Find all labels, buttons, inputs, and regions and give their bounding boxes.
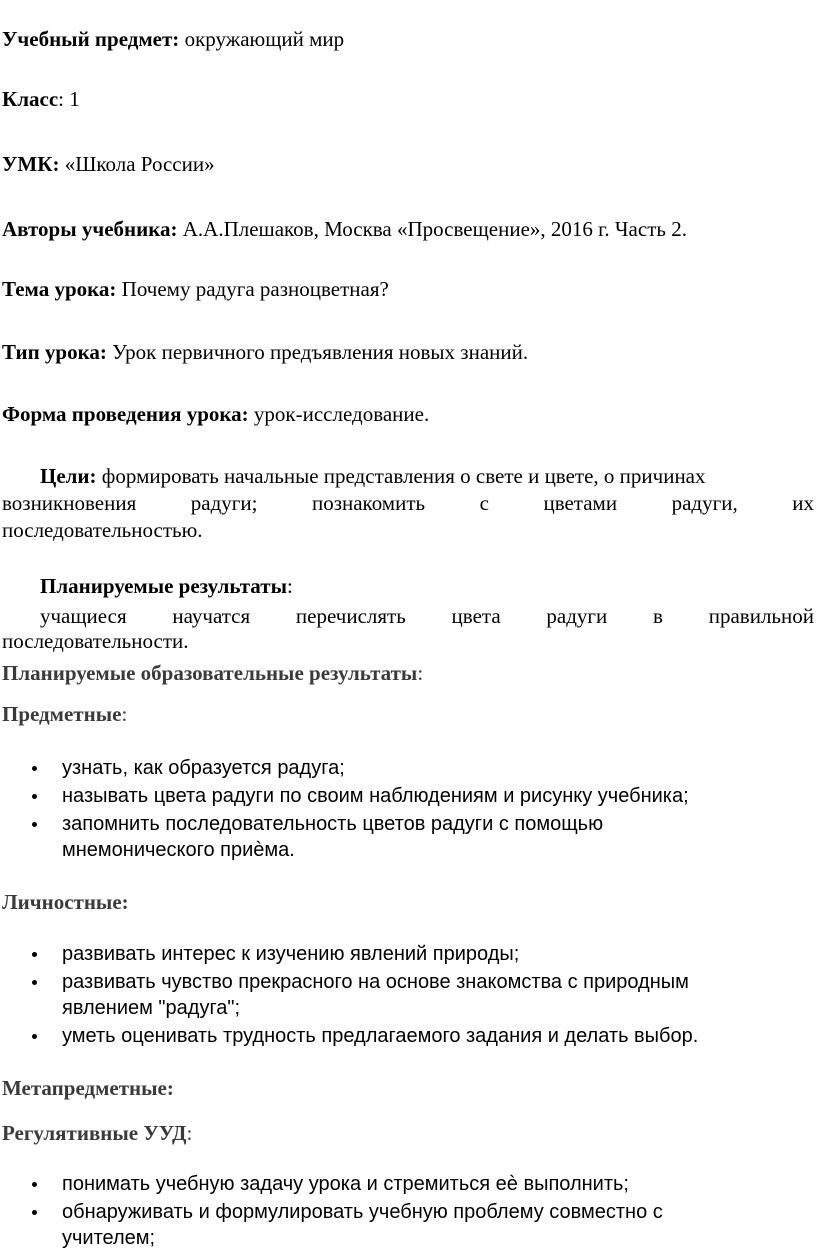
planned-word: научатся [172, 604, 251, 628]
bullet-icon [32, 1182, 37, 1187]
colon: : [186, 1121, 193, 1145]
regulative-heading [2, 1120, 814, 1146]
list-item-text-continued: учителем; [62, 1227, 156, 1249]
goals-word: возникновения [2, 491, 137, 515]
goals-word: радуги, [671, 491, 738, 515]
goals-line-2 [2, 490, 814, 516]
goals-text: формировать начальные представления о свете и цвете, о причинах [96, 464, 706, 488]
bullet-icon [32, 1210, 37, 1215]
subject-results-label: Предметные [2, 702, 122, 726]
lesson-form-value: урок-исследование. [248, 402, 430, 426]
list-item [0, 811, 816, 863]
list-item [0, 1171, 816, 1197]
topic-label: Тема урока: [2, 277, 117, 301]
colon: : [286, 574, 293, 598]
colon: : [417, 661, 424, 685]
edu-results-heading [2, 660, 814, 686]
goals-label: Цели: [40, 464, 97, 488]
personal-results-heading [2, 889, 814, 915]
authors-label: Авторы учебника: [2, 217, 178, 241]
class-label: Класс [2, 87, 59, 111]
bullet-icon [32, 766, 37, 771]
bullet-icon [32, 1034, 37, 1039]
class-value: : 1 [58, 87, 80, 111]
meta-results-heading [2, 1075, 814, 1101]
goals-word: познакомить [311, 491, 426, 515]
list-item [0, 1023, 816, 1049]
planned-word: в [653, 604, 663, 628]
goals-word: радуги; [190, 491, 258, 515]
list-item [0, 941, 816, 967]
umk-line [2, 151, 814, 177]
regulative-list [0, 1171, 816, 1253]
regulative-label: Регулятивные УУД [2, 1121, 187, 1145]
bullet-icon [32, 794, 37, 799]
authors-line [2, 216, 814, 242]
planned-word: цвета [451, 604, 501, 628]
colon: : [121, 702, 128, 726]
planned-word: учащиеся [40, 604, 127, 628]
planned-results-heading [40, 573, 814, 599]
goals-text-end: последовательностью. [2, 518, 203, 542]
topic-value: Почему радуга разноцветная? [116, 277, 389, 301]
goals-word: цветами [543, 491, 618, 515]
subject-label: Учебный предмет: [2, 27, 180, 51]
list-item [0, 969, 816, 1021]
subject-results-heading [2, 701, 814, 727]
goals-line-1 [40, 463, 814, 489]
list-item-text-continued: явлением "радуга"; [62, 997, 241, 1019]
planned-results-label: Планируемые результаты [40, 574, 287, 598]
lesson-type-label: Тип урока: [2, 340, 107, 364]
bullet-icon [32, 980, 37, 985]
subject-line [2, 26, 814, 52]
list-item-text: узнать, как образуется радуга; [62, 757, 345, 779]
list-item-text: понимать учебную задачу урока и стремиться еè выполнить; [62, 1173, 629, 1195]
list-item [0, 1199, 816, 1251]
planned-word: радуги [546, 604, 608, 628]
list-item [0, 783, 816, 809]
list-item-text-continued: мнемонического приèма. [62, 839, 295, 861]
lesson-type-line [2, 339, 814, 365]
list-item-text: развивать чувство прекрасного на основе знакомства с природным [62, 971, 689, 993]
edu-results-label: Планируемые образовательные результаты [2, 661, 418, 685]
lesson-type-value: Урок первичного предъявления новых знаний. [106, 340, 529, 364]
subject-results-list [0, 755, 816, 865]
umk-value: «Школа России» [59, 152, 215, 176]
lesson-form-line [2, 401, 814, 427]
personal-results-list [0, 941, 816, 1051]
goals-word: их [792, 491, 814, 515]
goals-line-3 [2, 517, 814, 543]
planned-word: правильной [708, 604, 814, 628]
goals-word: с [479, 491, 489, 515]
list-item-text: уметь оценивать трудность предлагаемого задания и делать выбор. [62, 1025, 699, 1047]
authors-value: А.А.Плешаков, Москва «Просвещение», 2016 г. Часть 2. [177, 217, 687, 241]
planned-line-2 [2, 628, 814, 654]
subject-value: окружающий мир [179, 27, 345, 51]
list-item-text: запомнить последовательность цветов радуги с помощью [62, 813, 604, 835]
list-item [0, 755, 816, 781]
bullet-icon [32, 822, 37, 827]
bullet-icon [32, 952, 37, 957]
personal-results-label: Личностные: [2, 890, 129, 914]
umk-label: УМК: [2, 152, 60, 176]
meta-results-label: Метапредметные: [2, 1076, 174, 1100]
planned-line-1 [40, 603, 814, 629]
planned-text-end: последовательности. [2, 629, 189, 653]
list-item-text: обнаруживать и формулировать учебную проблему совместно с [62, 1201, 663, 1223]
topic-line [2, 276, 814, 302]
list-item-text: развивать интерес к изучению явлений природы; [62, 943, 520, 965]
class-line [2, 86, 814, 112]
lesson-form-label: Форма проведения урока: [2, 402, 249, 426]
list-item-text: называть цвета радуги по своим наблюдениям и рисунку учебника; [62, 785, 689, 807]
planned-word: перечислять [295, 604, 406, 628]
